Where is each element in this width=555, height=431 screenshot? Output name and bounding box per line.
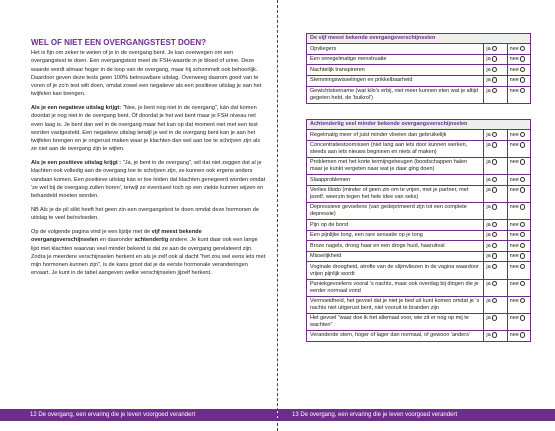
no-option-label: nee <box>509 242 519 249</box>
yes-option-label: ja <box>486 232 491 239</box>
symptom-label: Verlies libido (minder of geen zin om te vrijen, met je partner, met jezelf, weerzin tegen het hele idee van seks) <box>307 185 484 202</box>
yes-option[interactable] <box>484 203 507 220</box>
radio-circle-icon[interactable] <box>520 243 525 248</box>
table-row <box>307 175 531 186</box>
radio-circle-icon[interactable] <box>492 142 497 147</box>
no-option[interactable] <box>507 331 530 342</box>
table-row <box>307 241 531 252</box>
yes-option[interactable] <box>484 86 507 103</box>
table-row <box>307 251 531 262</box>
bold-fragment: vijf meest bekende overgangsverschijnselen <box>31 229 202 244</box>
yes-option[interactable] <box>484 251 507 262</box>
radio-circle-icon[interactable] <box>492 315 497 320</box>
symptom-table-lesser-known <box>306 119 531 342</box>
radio-circle-icon[interactable] <box>520 253 525 258</box>
yes-option-label: ja <box>486 253 491 260</box>
symptom-label: Slaapproblemen <box>307 175 484 186</box>
yes-option[interactable] <box>484 296 507 313</box>
paragraph-note: NB Als je de pil slikt heeft het geen zin een overgangstest te doen omdat deze hormonen de uitslag te veel beïnvloeden. <box>31 207 259 222</box>
no-option-label: nee <box>509 281 519 288</box>
paragraph-intro: Het is fijn om zeker te weten of je in de overgang bent. Je kan overwegen om een overgangstest te doen. Een overgangstest meet de FSH-waarde in je bloed of urine. Deze waarde wordt almaar hoger in de loop van de overgang, maar hij schommelt ook behoorlijk. Daardoor geven deze tests geen 100% betrouwbare uitslag. Overweeg daarom goed van te voren of je zo'n test wilt doen, omdat zowel een negatieve als een positieve uitslag je aan het twijfelen kan brengen. <box>31 50 262 98</box>
yes-option-label: ja <box>486 142 491 149</box>
left-text-column <box>31 38 266 283</box>
yes-option[interactable] <box>484 241 507 252</box>
table-header: Achtendertig veel minder bekende overgangsverschijnselen <box>307 120 531 130</box>
radio-circle-icon[interactable] <box>520 46 525 51</box>
yes-option-label: ja <box>486 221 491 228</box>
yes-option-label: ja <box>486 281 491 288</box>
yes-option-label: ja <box>486 315 491 322</box>
symptom-label: Een pijnlijke tong, een rare sensatie op je tong <box>307 230 484 241</box>
symptom-label: Voginale droogheid, atrofie van de slijmvliezen in de vagina waardoor vrijen pijnlijk wordt <box>307 262 484 279</box>
yes-option[interactable] <box>484 76 507 87</box>
table-header: De vijf meest bekende overgangsverschijnselen <box>307 34 531 44</box>
radio-circle-icon[interactable] <box>492 187 497 192</box>
symptom-label: Gewichtstoename (wat kilo's erbij, niet meer kunnen eten wat je altijd gegeten hebt, de 'buikrol') <box>307 86 484 103</box>
radio-circle-icon[interactable] <box>492 243 497 248</box>
yes-option[interactable] <box>484 130 507 141</box>
negative-result-label: Als je een negatieve uitslag krijgt: <box>31 105 123 112</box>
radio-circle-icon[interactable] <box>520 264 525 269</box>
symptom-label: Misselijkheid <box>307 251 484 262</box>
radio-circle-icon[interactable] <box>520 232 525 237</box>
yes-option[interactable] <box>484 175 507 186</box>
right-page <box>278 0 555 431</box>
no-option-label: nee <box>509 66 519 73</box>
yes-option-label: ja <box>486 159 491 166</box>
radio-circle-icon[interactable] <box>492 159 497 164</box>
table-row <box>307 76 531 87</box>
no-option[interactable] <box>507 220 530 231</box>
left-footer: 12 De overgang, een ervaring die je leven voorgoed verandert <box>0 409 277 421</box>
radio-circle-icon[interactable] <box>520 56 525 61</box>
yes-option-label: ja <box>486 187 491 194</box>
no-option[interactable] <box>507 185 530 202</box>
no-option-label: nee <box>509 221 519 228</box>
yes-option[interactable] <box>484 140 507 157</box>
table-row <box>307 230 531 241</box>
no-option-label: nee <box>509 176 519 183</box>
yes-option-label: ja <box>486 204 491 211</box>
paragraph-negative <box>31 104 266 154</box>
text-fragment: andere. Je kunt daar ook een lange lijst met klachten waarvan veel minder bekend is dat ze aan de overgang gerelateerd zijn. Zodra je meerdere verschijnselen herkent en als je zelf ook al dacht "het zou wel eens iets met mijn hormonen kunnen zijn", is de kans groot dat je de eerste hormonale veranderingen ervaart. Je kunt in de tabel aangeven welke verschijnselen jijzelf herkent. <box>31 237 266 277</box>
yes-option-label: ja <box>486 131 491 138</box>
no-option-label: nee <box>509 45 519 52</box>
yes-option-label: ja <box>486 242 491 249</box>
yes-option-label: ja <box>486 77 491 84</box>
radio-circle-icon[interactable] <box>520 204 525 209</box>
no-option-label: nee <box>509 142 519 149</box>
no-option-label: nee <box>509 204 519 211</box>
no-option-label: nee <box>509 88 519 95</box>
symptom-label: Een onregelmatige menstruatie <box>307 54 484 65</box>
table-row <box>307 331 531 342</box>
yes-option[interactable] <box>484 185 507 202</box>
symptom-label: Paniekgevoelens vooral 's nachts, maar ook overdag bij dingen die je eerder normaal vond <box>307 279 484 296</box>
text-fragment: Op de volgende pagina vind je een lijstje met de <box>31 229 152 236</box>
radio-circle-icon[interactable] <box>520 67 525 72</box>
no-option[interactable] <box>507 140 530 157</box>
table-header-row <box>307 34 531 44</box>
yes-option[interactable] <box>484 279 507 296</box>
no-option[interactable] <box>507 76 530 87</box>
symptom-label: Pijn op de borst <box>307 220 484 231</box>
yes-option[interactable] <box>484 220 507 231</box>
no-option[interactable] <box>507 44 530 55</box>
radio-circle-icon[interactable] <box>492 281 497 286</box>
symptom-label: Vermoeidheid, het gevoel dat je niet je bed uit kunt komen omdat je 's nachts niet uitgerust bent, niet vooruit te branden zijn <box>307 296 484 313</box>
no-option[interactable] <box>507 86 530 103</box>
radio-circle-icon[interactable] <box>492 46 497 51</box>
no-option[interactable] <box>507 241 530 252</box>
negative-result-text: "Nee, je bent nog niet in de overgang", kán dat komen doordat je nog niet in de overgang bent. Óf doordat je het wel bent maar je FSH niveau net even laag is. Je bent dan wel in de overgang maar het kan op dat moment niet met een test worden vastgesteld. Een negatieve uitslag terwijl je wel in de overgang bent kan je aan het twijfelen brengen en je ongerust maken waar je klachten dan wel aan toe te schrijven zijn als ze niet aan de overgang zijn te wijten. <box>31 105 261 153</box>
table-row <box>307 220 531 231</box>
yes-option-label: ja <box>486 298 491 305</box>
symptom-label: Veranderde stem, hoger of lager dan normaal, of gewoon 'anders' <box>307 331 484 342</box>
table-row <box>307 86 531 103</box>
no-option[interactable] <box>507 262 530 279</box>
radio-circle-icon[interactable] <box>492 56 497 61</box>
radio-circle-icon[interactable] <box>492 253 497 258</box>
no-option[interactable] <box>507 203 530 220</box>
radio-circle-icon[interactable] <box>492 204 497 209</box>
yes-option[interactable] <box>484 331 507 342</box>
yes-option[interactable] <box>484 65 507 76</box>
table-row <box>307 54 531 65</box>
radio-circle-icon[interactable] <box>520 142 525 147</box>
table-row <box>307 313 531 330</box>
radio-circle-icon[interactable] <box>492 264 497 269</box>
yes-option[interactable] <box>484 158 507 175</box>
radio-circle-icon[interactable] <box>520 177 525 182</box>
yes-option-label: ja <box>486 263 491 270</box>
radio-circle-icon[interactable] <box>520 281 525 286</box>
no-option[interactable] <box>507 130 530 141</box>
left-page <box>0 0 277 431</box>
no-option-label: nee <box>509 232 519 239</box>
table-row <box>307 296 531 313</box>
table-row <box>307 44 531 55</box>
bold-fragment: achtendertig <box>134 237 169 244</box>
yes-option[interactable] <box>484 54 507 65</box>
no-option-label: nee <box>509 298 519 305</box>
table-row <box>307 158 531 175</box>
symptom-label: Problemen met het korte termijngeheugen (boodschappen halen maar je kunkt vergeten naar wat je daar ging doen) <box>307 158 484 175</box>
no-option[interactable] <box>507 279 530 296</box>
table-row <box>307 65 531 76</box>
table-row <box>307 130 531 141</box>
yes-option-label: ja <box>486 176 491 183</box>
yes-option[interactable] <box>484 262 507 279</box>
no-option-label: nee <box>509 315 519 322</box>
symptom-label: Regelmatig meer of juist minder vloeien dan gebruikelijk <box>307 130 484 141</box>
yes-option[interactable] <box>484 313 507 330</box>
no-option-label: nee <box>509 77 519 84</box>
paragraph-positive <box>31 159 266 200</box>
symptom-label: Depressieve gevoelens (van gedeprimeerd zijn tot een complete depressie) <box>307 203 484 220</box>
paragraph-next-page <box>31 228 266 278</box>
yes-option[interactable] <box>484 230 507 241</box>
radio-circle-icon[interactable] <box>492 222 497 227</box>
no-option-label: nee <box>509 131 519 138</box>
yes-option[interactable] <box>484 44 507 55</box>
positive-result-label: Als je een positieve uitslag krijgt : <box>31 160 123 167</box>
radio-circle-icon[interactable] <box>492 132 497 137</box>
no-option[interactable] <box>507 251 530 262</box>
table-row <box>307 140 531 157</box>
yes-option-label: ja <box>486 332 491 339</box>
radio-circle-icon[interactable] <box>520 298 525 303</box>
yes-option-label: ja <box>486 56 491 63</box>
symptom-label: Stemmingswisselingen en prikkelbaarheid <box>307 76 484 87</box>
table-header-row <box>307 120 531 130</box>
no-option[interactable] <box>507 296 530 313</box>
radio-circle-icon[interactable] <box>520 222 525 227</box>
symptom-label: Broze nagels, droog haar en een droge huid, haaruitval <box>307 241 484 252</box>
text-fragment: en daaronder <box>98 237 135 244</box>
symptom-label: Het gevoel "waar doe ik het allemaal voor, wie zit er nog op mij te wachten" <box>307 313 484 330</box>
no-option[interactable] <box>507 230 530 241</box>
symptom-label: Nachtelijk transpireren <box>307 65 484 76</box>
radio-circle-icon[interactable] <box>520 159 525 164</box>
no-option[interactable] <box>507 175 530 186</box>
radio-circle-icon[interactable] <box>520 187 525 192</box>
radio-circle-icon[interactable] <box>492 88 497 93</box>
no-option-label: nee <box>509 253 519 260</box>
radio-circle-icon[interactable] <box>520 315 525 320</box>
positive-result-text: "Ja, je bent in de overgang", wil dat niet zeggen dat al je klachten ook volledig aan de overgang toe te schrijven zijn, ze kunnen ook ergens anders vandaan komen. Een positieve uitslag kán er toe leiden dat klachten genegeerd worden omdat 'ze wel bij de overgang zullen horen', terwijl ze eventueel toch op een ziekte kunnen wijzen en behandeld moeten worden. <box>31 160 266 200</box>
radio-circle-icon[interactable] <box>492 298 497 303</box>
symptom-label: Concentratiestoornissen (niet lang aan iets door kunnen werken, steeds aan iets nieuws beginnen en niets af maken) <box>307 140 484 157</box>
no-option-label: nee <box>509 187 519 194</box>
no-option-label: nee <box>509 56 519 63</box>
table-row <box>307 185 531 202</box>
yes-option-label: ja <box>486 66 491 73</box>
no-option-label: nee <box>509 332 519 339</box>
table-row <box>307 262 531 279</box>
symptom-label: Opvliegers <box>307 44 484 55</box>
radio-circle-icon[interactable] <box>520 132 525 137</box>
radio-circle-icon[interactable] <box>492 77 497 82</box>
no-option[interactable] <box>507 65 530 76</box>
no-option[interactable] <box>507 54 530 65</box>
table-row <box>307 203 531 220</box>
yes-option-label: ja <box>486 88 491 95</box>
radio-circle-icon[interactable] <box>520 77 525 82</box>
radio-circle-icon[interactable] <box>492 67 497 72</box>
no-option[interactable] <box>507 158 530 175</box>
radio-circle-icon[interactable] <box>520 332 525 337</box>
radio-circle-icon[interactable] <box>492 332 497 337</box>
right-footer: 13 De overgang, een ervaring die je leven voorgoed verandert <box>278 409 555 421</box>
no-option-label: nee <box>509 263 519 270</box>
yes-option-label: ja <box>486 45 491 52</box>
radio-circle-icon[interactable] <box>492 232 497 237</box>
no-option[interactable] <box>507 313 530 330</box>
symptom-table-top-five <box>306 33 531 104</box>
table-row <box>307 279 531 296</box>
section-heading: WEL OF NIET EEN OVERGANGSTEST DOEN? <box>31 38 206 47</box>
radio-circle-icon[interactable] <box>492 177 497 182</box>
no-option-label: nee <box>509 159 519 166</box>
radio-circle-icon[interactable] <box>520 88 525 93</box>
